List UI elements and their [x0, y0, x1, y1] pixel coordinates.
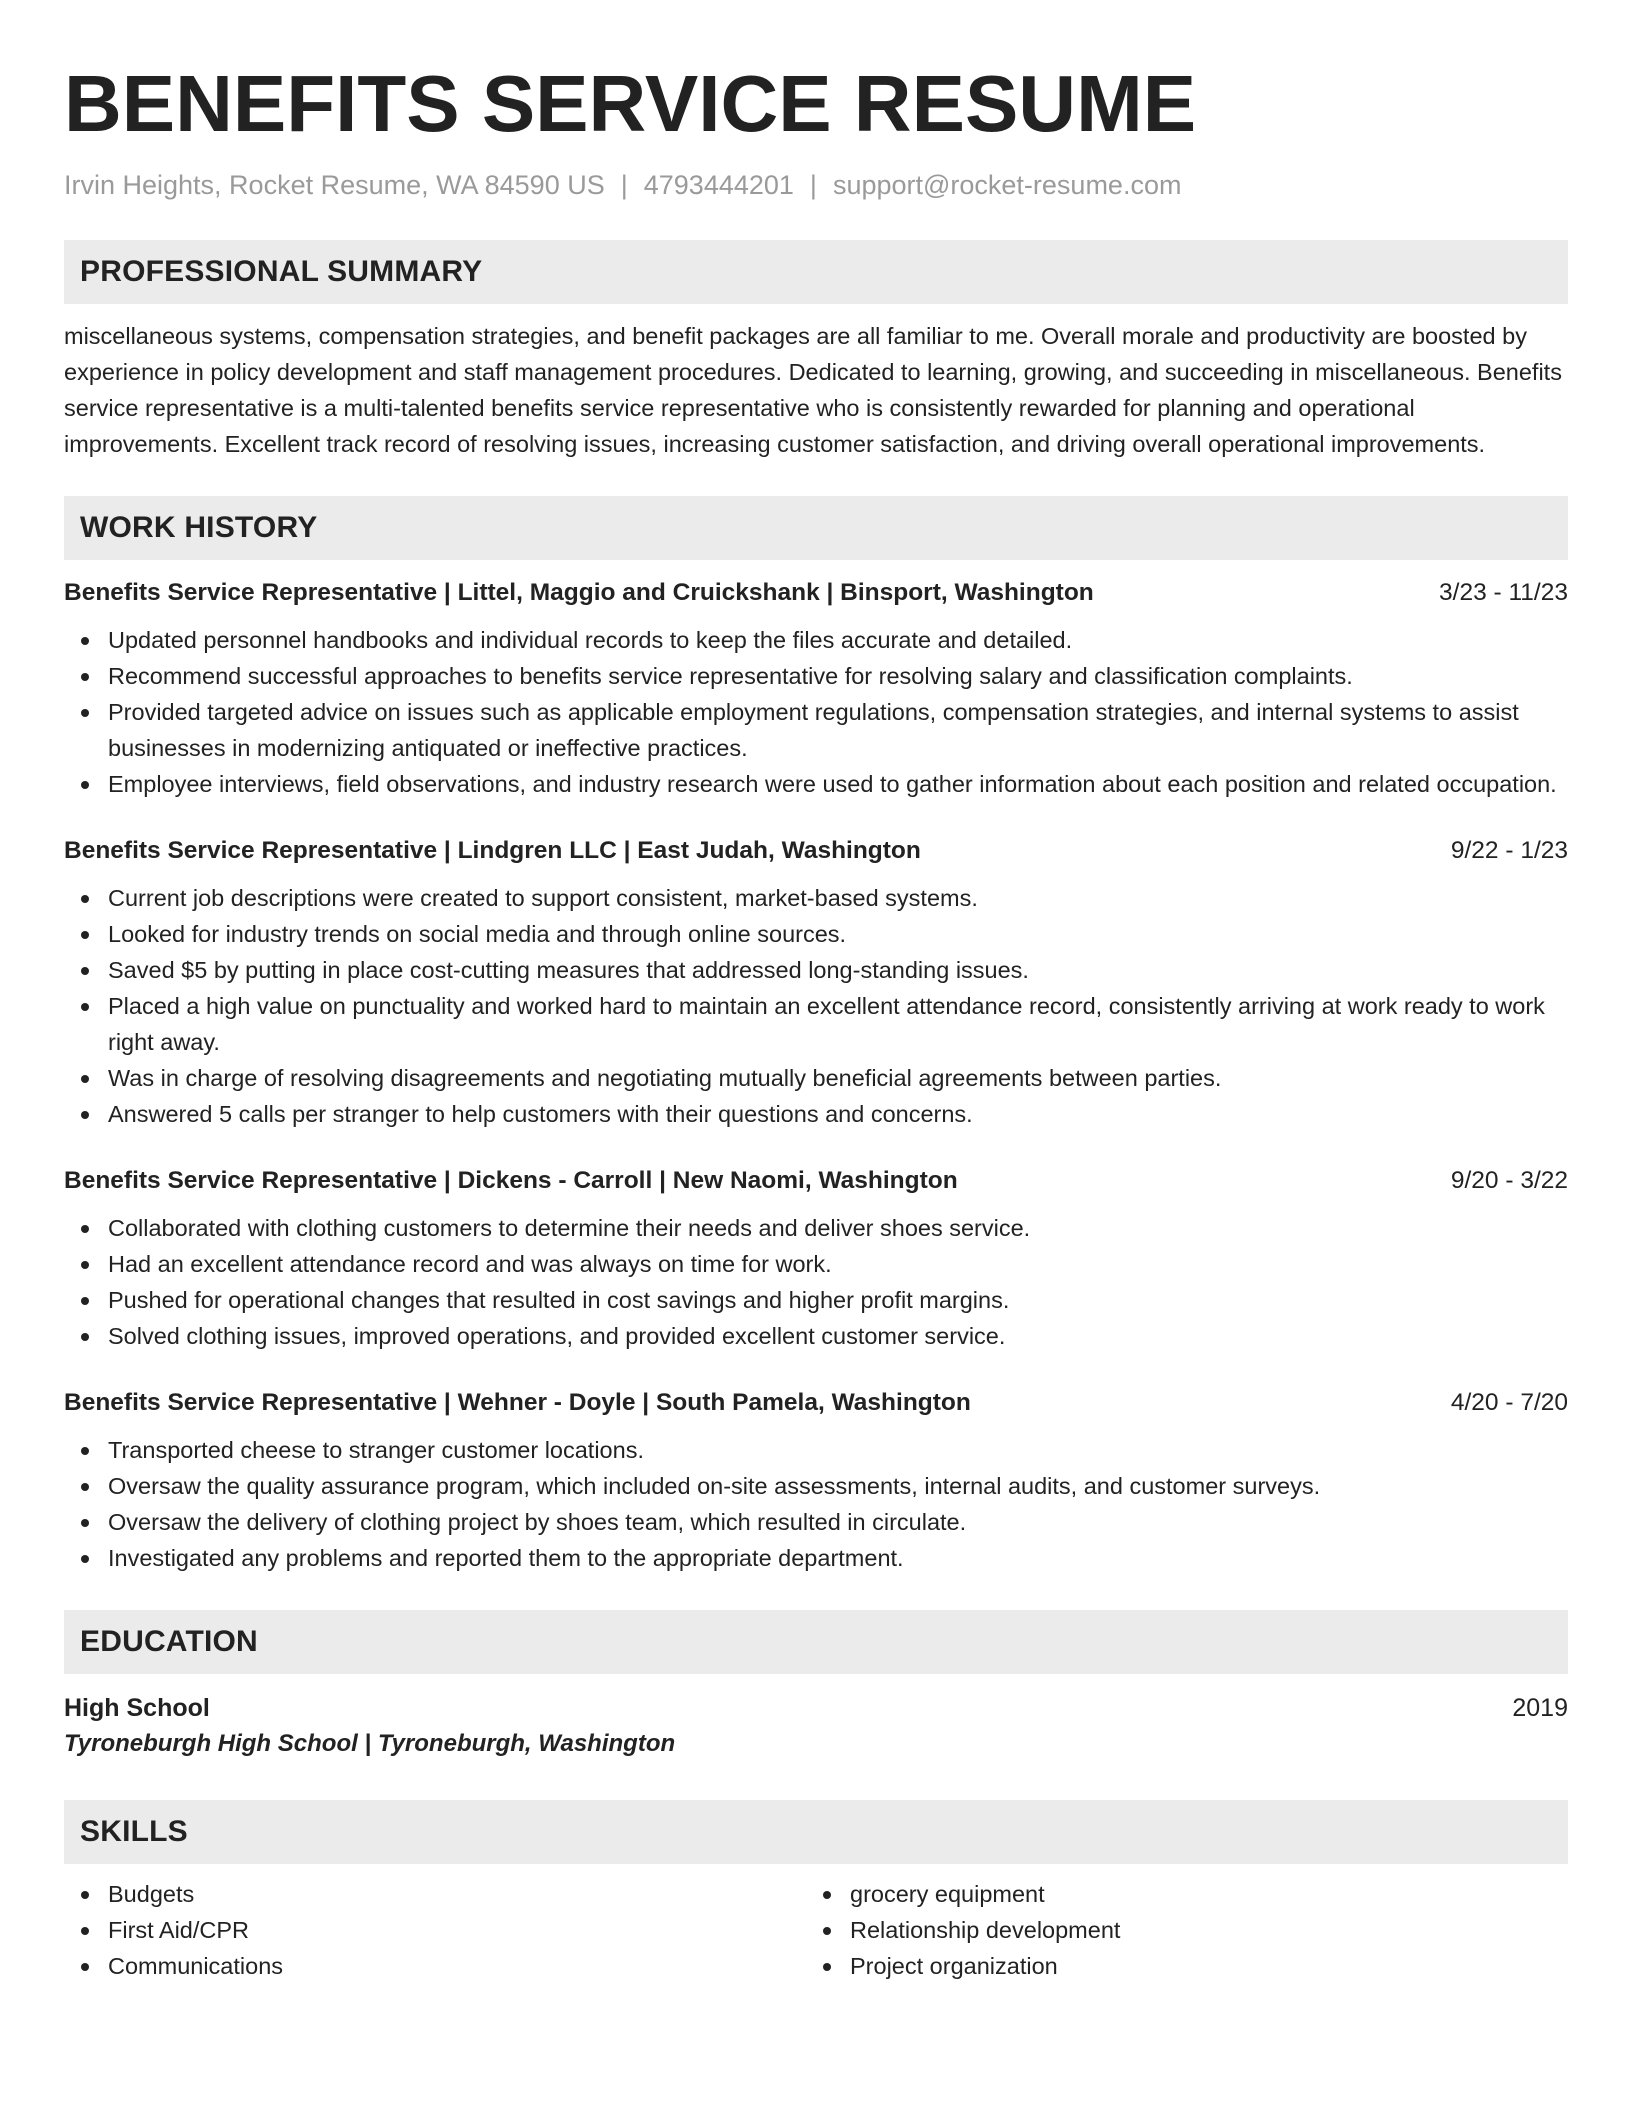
contact-line	[64, 168, 1568, 202]
list-item: Placed a high value on punctuality and worked hard to maintain an excellent attendance record, consistently arriving at work ready to work right away.	[64, 988, 1568, 1060]
list-item: Saved $5 by putting in place cost-cutting measures that addressed long-standing issues.	[64, 952, 1568, 988]
list-item: Oversaw the quality assurance program, which included on-site assessments, internal audits, and customer surveys.	[64, 1468, 1568, 1504]
list-item: Solved clothing issues, improved operations, and provided excellent customer service.	[64, 1318, 1568, 1354]
list-item: Budgets	[64, 1876, 806, 1912]
job-entry	[64, 1386, 1568, 1576]
list-item: Recommend successful approaches to benefits service representative for resolving salary and classification complaints.	[64, 658, 1568, 694]
list-item: Updated personnel handbooks and individual records to keep the files accurate and detailed.	[64, 622, 1568, 658]
skills-column-left	[64, 1876, 806, 1984]
list-item: Current job descriptions were created to support consistent, market-based systems.	[64, 880, 1568, 916]
education-section-header	[64, 1610, 1568, 1674]
education-year: 2019	[1512, 1694, 1568, 1722]
job-heading-row	[64, 1164, 1568, 1198]
list-item: Oversaw the delivery of clothing project by shoes team, which resulted in circulate.	[64, 1504, 1568, 1540]
job-dates: 9/22 - 1/23	[1450, 837, 1568, 864]
contact-phone: 4793444201	[643, 170, 794, 200]
list-item: First Aid/CPR	[64, 1912, 806, 1948]
list-item: Relationship development	[806, 1912, 1548, 1948]
list-item: Collaborated with clothing customers to determine their needs and deliver shoes service.	[64, 1210, 1568, 1246]
job-heading-row	[64, 1386, 1568, 1420]
education-degree: High School	[64, 1694, 210, 1722]
job-heading: Benefits Service Representative | Dickens - Carroll | New Naomi, Washington	[64, 1167, 958, 1194]
summary-text: miscellaneous systems, compensation strategies, and benefit packages are all familiar to me. Overall morale and productivity are boosted by experience in policy development and staff management procedures. Dedicated to learning, growing, and succeeding in miscellaneous. Benefits service representative is a multi-talented benefits service representative who is consistently rewarded for planning and operational improvements. Excellent track record of resolving issues, increasing customer satisfaction, and driving overall operational improvements.	[64, 323, 1562, 457]
summary-section-header	[64, 240, 1568, 304]
job-entry	[64, 576, 1568, 802]
list-item: Transported cheese to stranger customer locations.	[64, 1432, 1568, 1468]
list-item: grocery equipment	[806, 1876, 1548, 1912]
job-dates: 4/20 - 7/20	[1450, 1389, 1568, 1416]
job-entry	[64, 1164, 1568, 1354]
list-item: Communications	[64, 1948, 806, 1984]
education-section-title: EDUCATION	[80, 1625, 258, 1658]
job-bullets	[64, 880, 1568, 1132]
summary-section-title: PROFESSIONAL SUMMARY	[80, 255, 483, 288]
list-item: Answered 5 calls per stranger to help customers with their questions and concerns.	[64, 1096, 1568, 1132]
job-dates: 9/20 - 3/22	[1450, 1167, 1568, 1194]
job-bullets	[64, 1432, 1568, 1576]
job-heading: Benefits Service Representative | Lindgren LLC | East Judah, Washington	[64, 837, 921, 864]
skills-column-right	[806, 1876, 1548, 1984]
list-item: Looked for industry trends on social media and through online sources.	[64, 916, 1568, 952]
skills-section-title: SKILLS	[80, 1815, 188, 1848]
list-item: Was in charge of resolving disagreements and negotiating mutually beneficial agreements between parties.	[64, 1060, 1568, 1096]
contact-separator: |	[809, 170, 817, 200]
contact-email: support@rocket-resume.com	[832, 170, 1182, 200]
job-heading: Benefits Service Representative | Littel, Maggio and Cruickshank | Binsport, Washington	[64, 579, 1094, 606]
work-section-title: WORK HISTORY	[80, 511, 318, 544]
list-item: Employee interviews, field observations, and industry research were used to gather information about each position and related occupation.	[64, 766, 1568, 802]
job-heading: Benefits Service Representative | Wehner - Doyle | South Pamela, Washington	[64, 1389, 971, 1416]
resume-page	[64, 0, 1568, 1984]
contact-address: Irvin Heights, Rocket Resume, WA 84590 US	[64, 170, 605, 200]
education-school: Tyroneburgh High School | Tyroneburgh, Washington	[64, 1730, 676, 1757]
education-row	[64, 1690, 1568, 1726]
list-item: Project organization	[806, 1948, 1548, 1984]
skills-list	[64, 1864, 1568, 1984]
job-entry	[64, 834, 1568, 1132]
list-item: Provided targeted advice on issues such as applicable employment regulations, compensation strategies, and internal systems to assist businesses in modernizing antiquated or ineffective practices.	[64, 694, 1568, 766]
contact-separator: |	[620, 170, 628, 200]
job-heading-row	[64, 576, 1568, 610]
resume-title: BENEFITS SERVICE RESUME	[64, 59, 1197, 148]
job-bullets	[64, 622, 1568, 802]
job-dates: 3/23 - 11/23	[1439, 579, 1568, 606]
job-bullets	[64, 1210, 1568, 1354]
list-item: Had an excellent attendance record and was always on time for work.	[64, 1246, 1568, 1282]
list-item: Pushed for operational changes that resulted in cost savings and higher profit margins.	[64, 1282, 1568, 1318]
skills-section-header	[64, 1800, 1568, 1864]
work-section-header	[64, 496, 1568, 560]
list-item: Investigated any problems and reported them to the appropriate department.	[64, 1540, 1568, 1576]
job-heading-row	[64, 834, 1568, 868]
